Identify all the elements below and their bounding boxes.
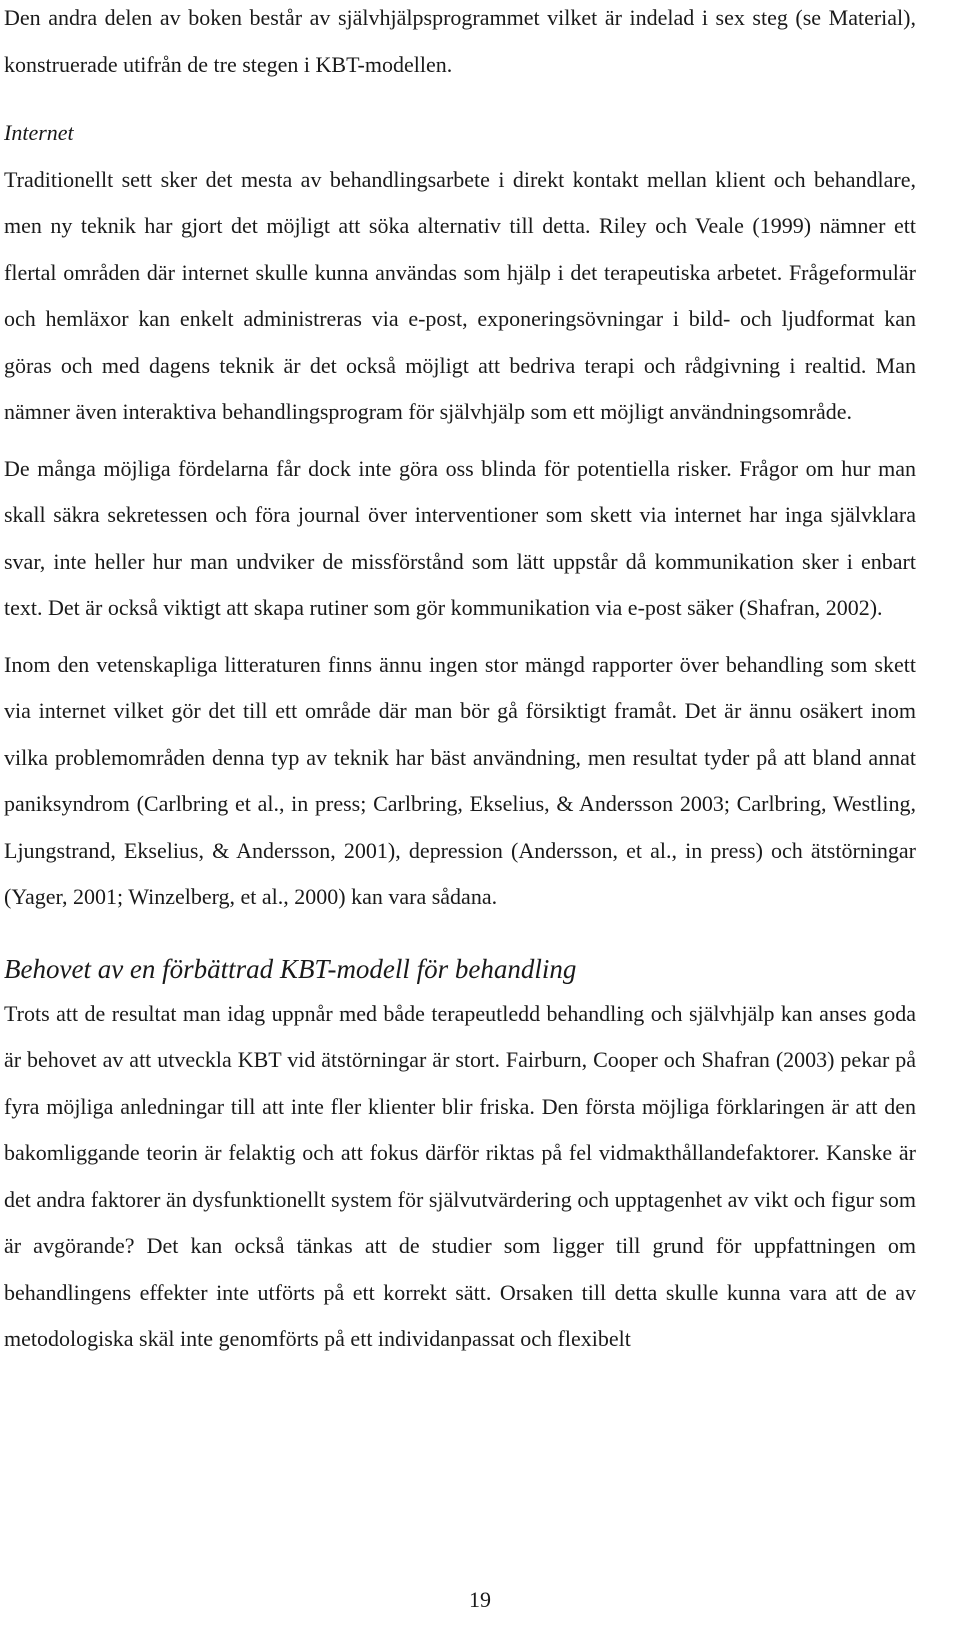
intro-paragraph: Den andra delen av boken består av självhjälpsprogrammet vilket är indelad i sex steg (se Material), konstruerade utifrån de tre stegen i KBT-modellen. [4,5,916,77]
internet-paragraph-2: De många möjliga fördelarna får dock inte göra oss blinda för potentiella risker. Frågor om hur man skall säkra sekretessen och föra journal över interventioner som skett via internet har inga självklara svar, inte heller hur man undviker de missförstånd som lätt uppstår då kommunikation sker i enbart text. Det är också viktigt att skapa rutiner som gör kommunikation via e-post säker (Shafran, 2002). [4,455,916,620]
section-heading: Behovet av en förbättrad KBT-modell för behandling [4,953,577,984]
page-content [4,0,916,1363]
internet-heading: Internet [4,120,74,145]
internet-paragraph-3: Inom den vetenskapliga litteraturen finns ännu ingen stor mängd rapporter över behandling som skett via internet vilket gör det till ett område där man bör gå försiktigt framåt. Det är ännu osäkert inom vilka problemområden denna typ av teknik har bäst användning, men resultat tyder på att bland annat paniksyndrom (Carlbring et al., in press; Carlbring, Ekselius, & Andersson 2003; Carlbring, Westling, Ljungstrand, Ekselius, & Andersson, 2001), depression (Andersson, et al., in press) och ätstörningar (Yager, 2001; Winzelberg, et al., 2000) kan vara sådana. [4,651,916,909]
section-paragraph-1: Trots att de resultat man idag uppnår med både terapeutledd behandling och självhjälp kan anses goda är behovet av att utveckla KBT vid ätstörningar är stort. Fairburn, Cooper och Shafran (2003) pekar på fyra möjliga anledningar till att inte fler klienter blir friska. Den första möjliga förklaringen är att den bakomliggande teorin är felaktig och att fokus därför riktas på fel vidmakthållandefaktorer. Kanske är det andra faktorer än dysfunktionellt system för självutvärdering och upptagenhet av vikt och figur som är avgörande? Det kan också tänkas att de studier som ligger till grund för uppfattningen om behandlingens effekter inte utförts på ett korrekt sätt. Orsaken till detta skulle kunna vara att de av metodologiska skäl inte genomförts på ett individanpassat och flexibelt [4,1000,916,1351]
internet-paragraph-1: Traditionellt sett sker det mesta av behandlingsarbete i direkt kontakt mellan klient och behandlare, men ny teknik har gjort det möjligt att söka alternativ till detta. Riley och Veale (1999) nämner ett flertal områden där internet skulle kunna användas som hjälp i det terapeutiska arbetet. Frågeformulär och hemläxor kan enkelt administreras via e-post, exponeringsövningar i bild- och ljudformat kan göras och med dagens teknik är det också möjligt att bedriva terapi och rådgivning i realtid. Man nämner även interaktiva behandlingsprogram för självhjälp som ett möjligt användningsområde. [4,166,916,424]
page-number: 19 [469,1587,491,1612]
